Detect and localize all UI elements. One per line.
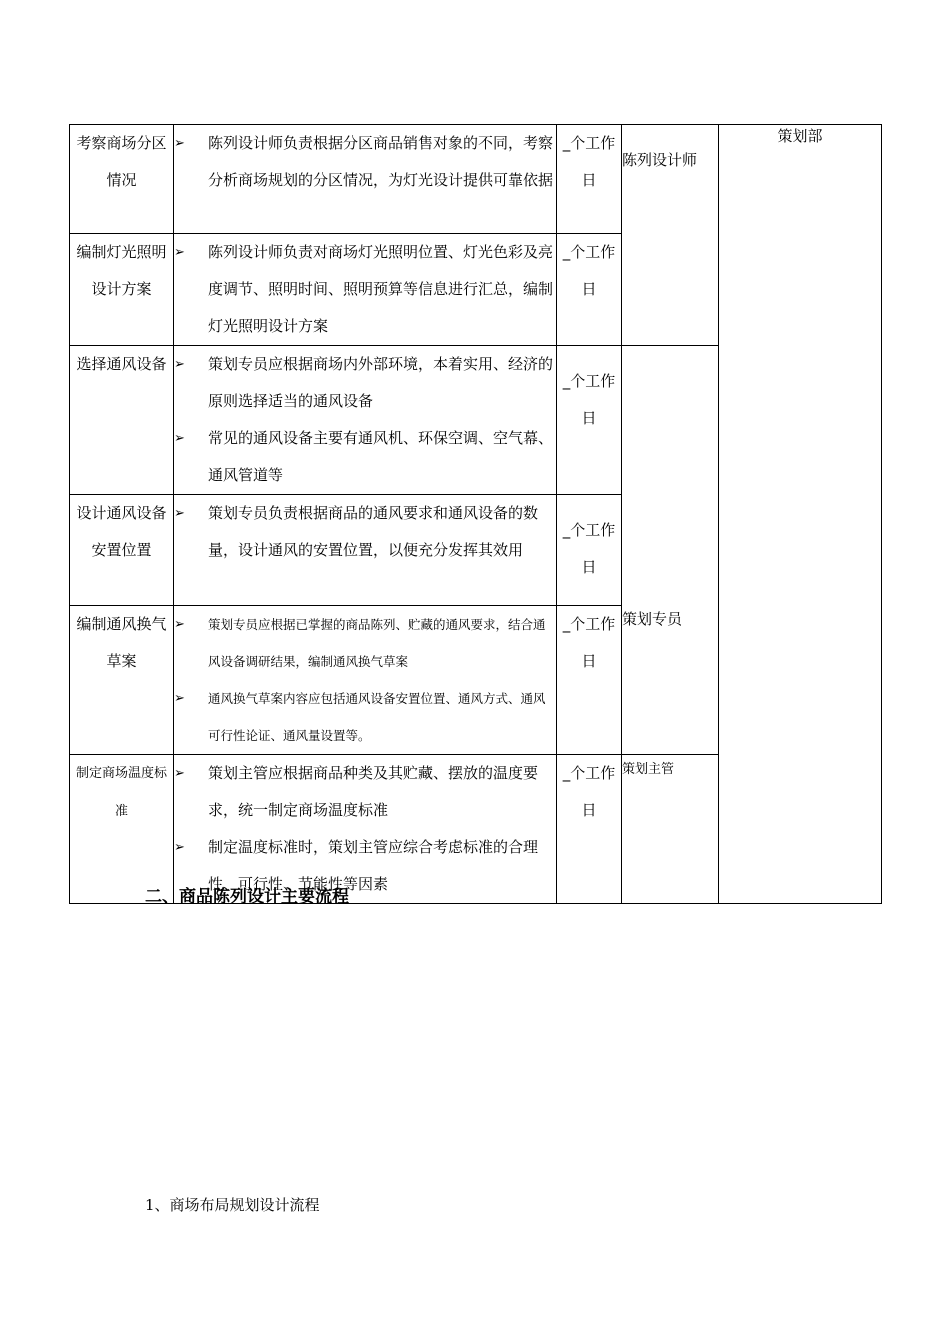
task-cell: 制定商场温度标准 <box>70 755 174 904</box>
bullet-item <box>174 125 556 199</box>
arrow-bullet-icon: ➢ <box>174 691 185 706</box>
duration-cell: _个工作日 <box>557 606 622 755</box>
duration-cell: _个工作日 <box>557 495 622 606</box>
task-cell: 编制灯光照明设计方案 <box>70 234 174 346</box>
bullet-text: 策划专员负责根据商品的通风要求和通风设备的数量，设计通风的安置位置，以便充分发挥其效用 <box>208 504 539 559</box>
responsible-specialist: 策划专员 <box>622 346 719 755</box>
description-cell <box>174 606 557 755</box>
subsection-heading: 1、商场布局规划设计流程 <box>145 1196 320 1214</box>
bullet-item <box>174 234 556 345</box>
description-cell <box>174 234 557 346</box>
arrow-bullet-icon: ➢ <box>174 357 185 372</box>
department-cell: 策划部 <box>719 125 882 904</box>
bullet-text: 策划专员应根据已掌握的商品陈列、贮藏的通风要求，结合通风设备调研结果，编制通风换气草案 <box>208 617 546 669</box>
task-cell: 编制通风换气草案 <box>70 606 174 755</box>
responsible-supervisor: 策划主管 <box>622 755 719 904</box>
bullet-text: 常见的通风设备主要有通风机、环保空调、空气幕、通风管道等 <box>208 429 554 484</box>
arrow-bullet-icon: ➢ <box>174 766 185 781</box>
bullet-item <box>174 495 556 569</box>
task-cell: 选择通风设备 <box>70 346 174 495</box>
arrow-bullet-icon: ➢ <box>174 840 185 855</box>
description-cell <box>174 346 557 495</box>
duration-cell: _个工作日 <box>557 755 622 904</box>
task-cell: 考察商场分区情况 <box>70 125 174 234</box>
bullet-text: 陈列设计师负责根据分区商品销售对象的不同，考察分析商场规划的分区情况，为灯光设计提供可靠依据 <box>208 134 554 189</box>
bullet-item <box>174 346 556 420</box>
table-row <box>70 125 882 234</box>
description-cell <box>174 125 557 234</box>
bullet-text: 策划主管应根据商品种类及其贮藏、摆放的温度要求，统一制定商场温度标准 <box>208 764 539 819</box>
section-heading: 二、商品陈列设计主要流程 <box>145 887 349 907</box>
plan-table <box>69 124 882 904</box>
description-cell <box>174 755 557 904</box>
bullet-text: 陈列设计师负责对商场灯光照明位置、灯光色彩及亮度调节、照明时间、照明预算等信息进行汇总，编制灯光照明设计方案 <box>208 243 554 335</box>
arrow-bullet-icon: ➢ <box>174 245 185 260</box>
duration-cell: _个工作日 <box>557 234 622 346</box>
duration-cell: _个工作日 <box>557 346 622 495</box>
description-cell <box>174 495 557 606</box>
duration-cell: _个工作日 <box>557 125 622 234</box>
responsible-designer: 陈列设计师 <box>622 125 719 346</box>
arrow-bullet-icon: ➢ <box>174 431 185 446</box>
arrow-bullet-icon: ➢ <box>174 136 185 151</box>
bullet-item <box>174 680 556 754</box>
task-cell: 设计通风设备安置位置 <box>70 495 174 606</box>
bullet-item <box>174 606 556 680</box>
arrow-bullet-icon: ➢ <box>174 506 185 521</box>
bullet-item <box>174 755 556 829</box>
bullet-text: 策划专员应根据商场内外部环境，本着实用、经济的原则选择适当的通风设备 <box>208 355 554 410</box>
bullet-item <box>174 420 556 494</box>
bullet-text: 通风换气草案内容应包括通风设备安置位置、通风方式、通风可行性论证、通风量设置等。 <box>208 691 546 743</box>
arrow-bullet-icon: ➢ <box>174 617 185 632</box>
bullet-text: 制定温度标准时，策划主管应综合考虑标准的合理性、可行性、节能性等因素 <box>208 838 539 893</box>
